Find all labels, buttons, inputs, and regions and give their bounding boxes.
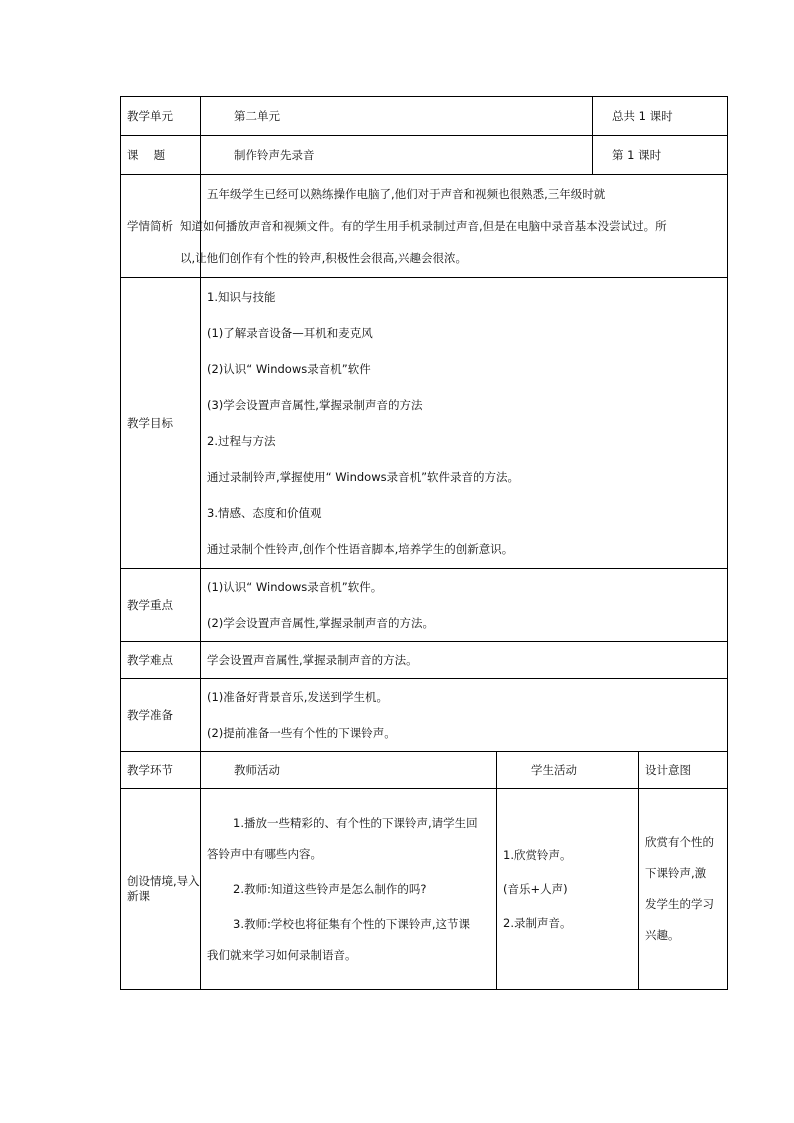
analysis-line-1: 五年级学生已经可以熟练操作电脑了,他们对于声音和视频也很熟悉,三年级时就 [207, 187, 606, 201]
key-points-line: (1)认识“ Windows录音机”软件。 [207, 580, 383, 594]
analysis-line-3: 以,让他们创作有个性的铃声,积极性会很高,兴趣会很浓。 [180, 251, 467, 265]
preparation-text [201, 679, 728, 752]
header-design: 设计意图 [639, 752, 728, 789]
difficulty-text: 学会设置声音属性,掌握录制声音的方法。 [201, 642, 728, 679]
total-hours: 总共 1 课时 [593, 97, 728, 136]
teacher-line: 我们就来学习如何录制语音。 [207, 947, 357, 962]
header-student: 学生活动 [497, 752, 639, 789]
stage-name: 创设情境,导入新课 [121, 789, 201, 990]
lesson-number: 第 1 课时 [593, 136, 728, 175]
topic-label: 课 题 [121, 136, 201, 175]
row-difficulty [121, 642, 728, 679]
design-line: 发学生的学习 [645, 897, 714, 911]
row-process-headers [121, 752, 728, 789]
row-preparation [121, 679, 728, 752]
goals-line: 2.过程与方法 [207, 434, 276, 448]
preparation-line: (2)提前准备一些有个性的下课铃声。 [207, 726, 396, 740]
row-topic [121, 136, 728, 175]
teacher-line: 1.播放一些精彩的、有个性的下课铃声,请学生回 [233, 815, 478, 830]
header-teacher: 教师活动 [201, 752, 497, 789]
preparation-label: 教学准备 [121, 679, 201, 752]
goals-line: (3)学会设置声音属性,掌握录制声音的方法 [207, 398, 423, 412]
row-stage-1 [121, 789, 728, 990]
row-key-points [121, 569, 728, 642]
goals-text [201, 278, 728, 569]
teacher-line: 2.教师:知道这些铃声是怎么制作的吗? [233, 881, 427, 896]
row-unit [121, 97, 728, 136]
unit-label: 教学单元 [121, 97, 201, 136]
goals-line: 通过录制个性铃声,创作个性语音脚本,培养学生的创新意识。 [207, 542, 514, 556]
unit-value: 第二单元 [201, 97, 593, 136]
student-line: (音乐+人声) [503, 882, 568, 896]
lesson-plan-table [120, 96, 728, 990]
key-points-text [201, 569, 728, 642]
goals-line: 1.知识与技能 [207, 290, 276, 304]
topic-value: 制作铃声先录音 [201, 136, 593, 175]
row-analysis [121, 175, 728, 278]
teacher-line: 3.教师:学校也将征集有个性的下课铃声,这节课 [233, 916, 470, 931]
goals-line: (2)认识“ Windows录音机”软件 [207, 362, 371, 376]
teacher-line: 答铃声中有哪些内容。 [207, 846, 322, 861]
analysis-text [180, 175, 728, 278]
design-line: 兴趣。 [645, 928, 680, 942]
teacher-activity [201, 789, 497, 990]
student-line: 1.欣赏铃声。 [503, 848, 572, 862]
student-line: 2.录制声音。 [503, 916, 572, 930]
design-line: 欣赏有个性的 [645, 835, 714, 849]
design-line: 下课铃声,激 [645, 866, 707, 880]
student-activity [497, 789, 639, 990]
header-stage: 教学环节 [121, 752, 201, 789]
goals-line: 通过录制铃声,掌握使用“ Windows录音机”软件录音的方法。 [207, 470, 520, 484]
goals-line: 3.情感、态度和价值观 [207, 506, 322, 520]
row-goals [121, 278, 728, 569]
goals-line: (1)了解录音设备—耳机和麦克风 [207, 326, 373, 340]
goals-label: 教学目标 [121, 278, 201, 569]
difficulty-label: 教学难点 [121, 642, 201, 679]
key-points-line: (2)学会设置声音属性,掌握录制声音的方法。 [207, 616, 434, 630]
preparation-line: (1)准备好背景音乐,发送到学生机。 [207, 690, 388, 704]
design-intent [639, 789, 728, 990]
key-points-label: 教学重点 [121, 569, 201, 642]
analysis-label: 学情简析 [121, 175, 201, 278]
analysis-line-2: 知道如何播放声音和视频文件。有的学生用手机录制过声音,但是在电脑中录音基本没尝试过。所 [180, 219, 667, 233]
